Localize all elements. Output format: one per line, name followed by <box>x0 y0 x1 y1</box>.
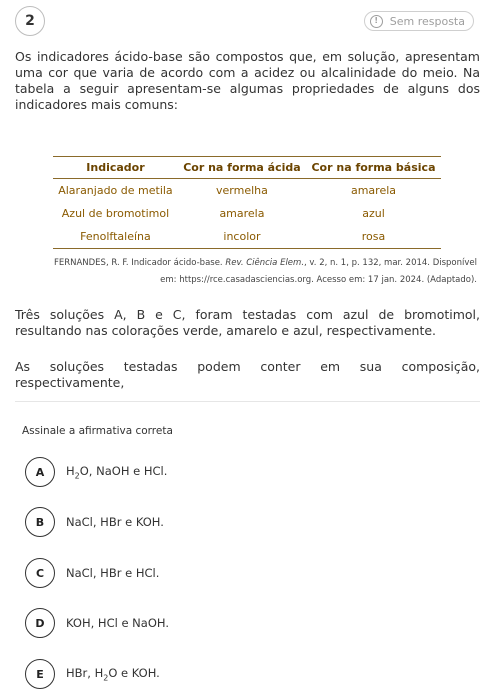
table-row <box>53 225 441 249</box>
reference-journal: Rev. Ciência Elem. <box>225 258 305 268</box>
table-cell: rosa <box>306 225 441 249</box>
answer-prompt: Assinale a afirmativa correta <box>22 425 173 437</box>
option-text[interactable]: NaCl, HBr e HCl. <box>66 566 160 580</box>
option-e[interactable] <box>25 659 160 689</box>
table-header: Indicador <box>53 157 178 179</box>
option-d[interactable] <box>25 608 169 638</box>
table-cell: vermelha <box>216 184 268 197</box>
question-number: 2 <box>15 6 45 36</box>
option-letter[interactable]: A <box>25 457 55 487</box>
table-header: Cor na forma básica <box>306 157 441 179</box>
reference-line-1 <box>17 256 477 271</box>
table-cell: amarela <box>350 184 397 197</box>
option-letter[interactable]: E <box>25 659 55 689</box>
option-letter[interactable]: C <box>25 558 55 588</box>
option-text[interactable]: NaCl, HBr e KOH. <box>66 515 164 529</box>
reference-line-2: em: https://rce.casadasciencias.org. Acesso em: 17 jan. 2024. (Adaptado). <box>160 275 477 285</box>
option-text[interactable]: KOH, HCl e NaOH. <box>66 616 169 630</box>
table-header: Cor na forma ácida <box>178 157 306 179</box>
status-badge <box>364 11 474 31</box>
info-icon: ! <box>370 15 383 28</box>
table-cell: Fenolftaleína <box>53 225 178 249</box>
option-letter[interactable]: D <box>25 608 55 638</box>
option-c[interactable] <box>25 558 159 588</box>
question-intro: Os indicadores ácido-base são compostos que, em solução, apresentam uma cor que varia de acordo com a acidez ou alcalinidade do meio. Na tabela a seguir apresentam-se algumas propriedades de alguns dos indicadores mais comuns: <box>15 49 480 112</box>
table-cell: amarela <box>219 207 265 220</box>
table-cell: incolor <box>178 225 306 249</box>
option-b[interactable] <box>25 507 164 537</box>
option-letter[interactable]: B <box>25 507 55 537</box>
table-row <box>53 202 441 225</box>
table-header-row <box>53 157 441 179</box>
option-a[interactable] <box>25 457 167 487</box>
option-text[interactable]: $H_2O$, NaOH e HCl. <box>66 463 168 481</box>
option-text[interactable]: HBr, $H_2O$ e KOH. <box>66 665 160 683</box>
question-paragraph-3: As soluções testadas podem conter em sua composição, respectivamente, <box>15 359 480 390</box>
reference-authors: FERNANDES, R. F. Indicador ácido-base. <box>53 258 226 268</box>
table-cell: Azul de bromotimol <box>61 207 170 220</box>
divider <box>15 401 480 402</box>
question-paragraph-2: Três soluções A, B e C, foram testadas com azul de bromotimol, resultando nas colorações verde, amarelo e azul, respectivamente. <box>15 307 480 338</box>
table-cell: azul <box>362 207 385 220</box>
table-row <box>53 179 441 203</box>
indicator-table <box>53 156 441 249</box>
table-cell: Alaranjado de metila <box>58 184 173 197</box>
reference-details: , v. 2, n. 1, p. 132, mar. 2014. Disponível <box>304 258 477 268</box>
status-text: Sem resposta <box>389 14 465 28</box>
